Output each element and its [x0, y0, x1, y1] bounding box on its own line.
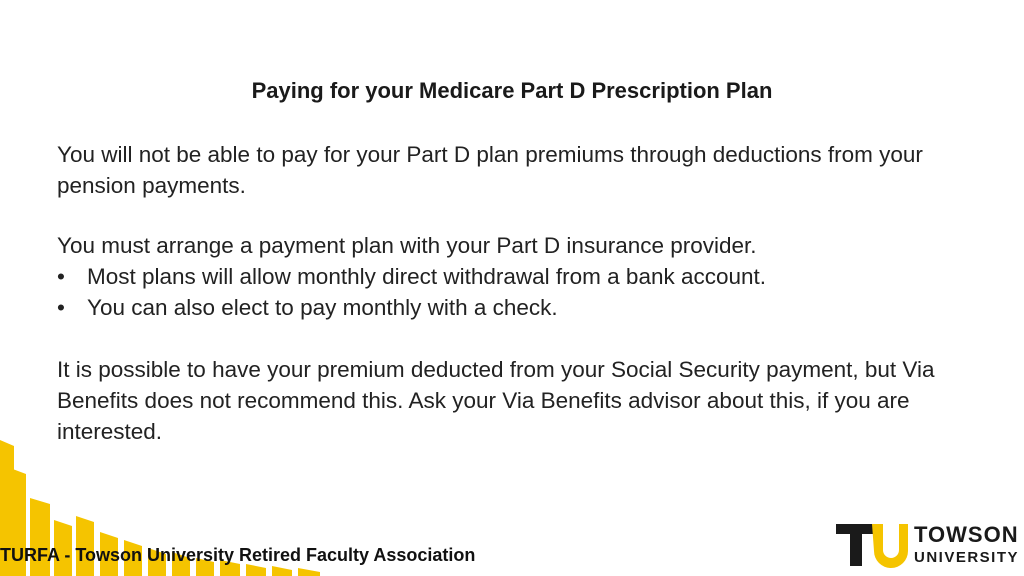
- logo-word-university: UNIVERSITY: [914, 549, 1020, 566]
- bullet-list: [57, 261, 947, 323]
- logo-wordmark: [914, 524, 1019, 565]
- footer-association: TURFA - Towson University Retired Faculty Association: [0, 545, 476, 565]
- paragraph-payment-plan: You must arrange a payment plan with your Part D insurance provider.: [57, 233, 757, 258]
- bullet-item: [57, 292, 947, 323]
- slide-title: Paying for your Medicare Part D Prescription Plan: [251, 78, 773, 103]
- bullet-text: Most plans will allow monthly direct withdrawal from a bank account.: [87, 264, 767, 289]
- logo-word-towson: TOWSON: [914, 522, 1019, 547]
- paragraph-social-security: It is possible to have your premium deducted from your Social Security payment, but Via Benefits does not recommend this. Ask your Via Benefits advisor about this, if you are interested.: [57, 357, 935, 444]
- paragraph-pension: You will not be able to pay for your Part D plan premiums through deductions from your pension payments.: [57, 142, 923, 198]
- towson-tu-logo-icon: [836, 522, 908, 568]
- towson-logo: [836, 522, 1024, 572]
- bullet-glyph: •: [57, 295, 65, 320]
- bullet-glyph: •: [57, 264, 65, 289]
- payment-plan-section: [57, 230, 947, 323]
- bullet-text: You can also elect to pay monthly with a check.: [87, 295, 558, 320]
- bullet-item: [57, 261, 947, 292]
